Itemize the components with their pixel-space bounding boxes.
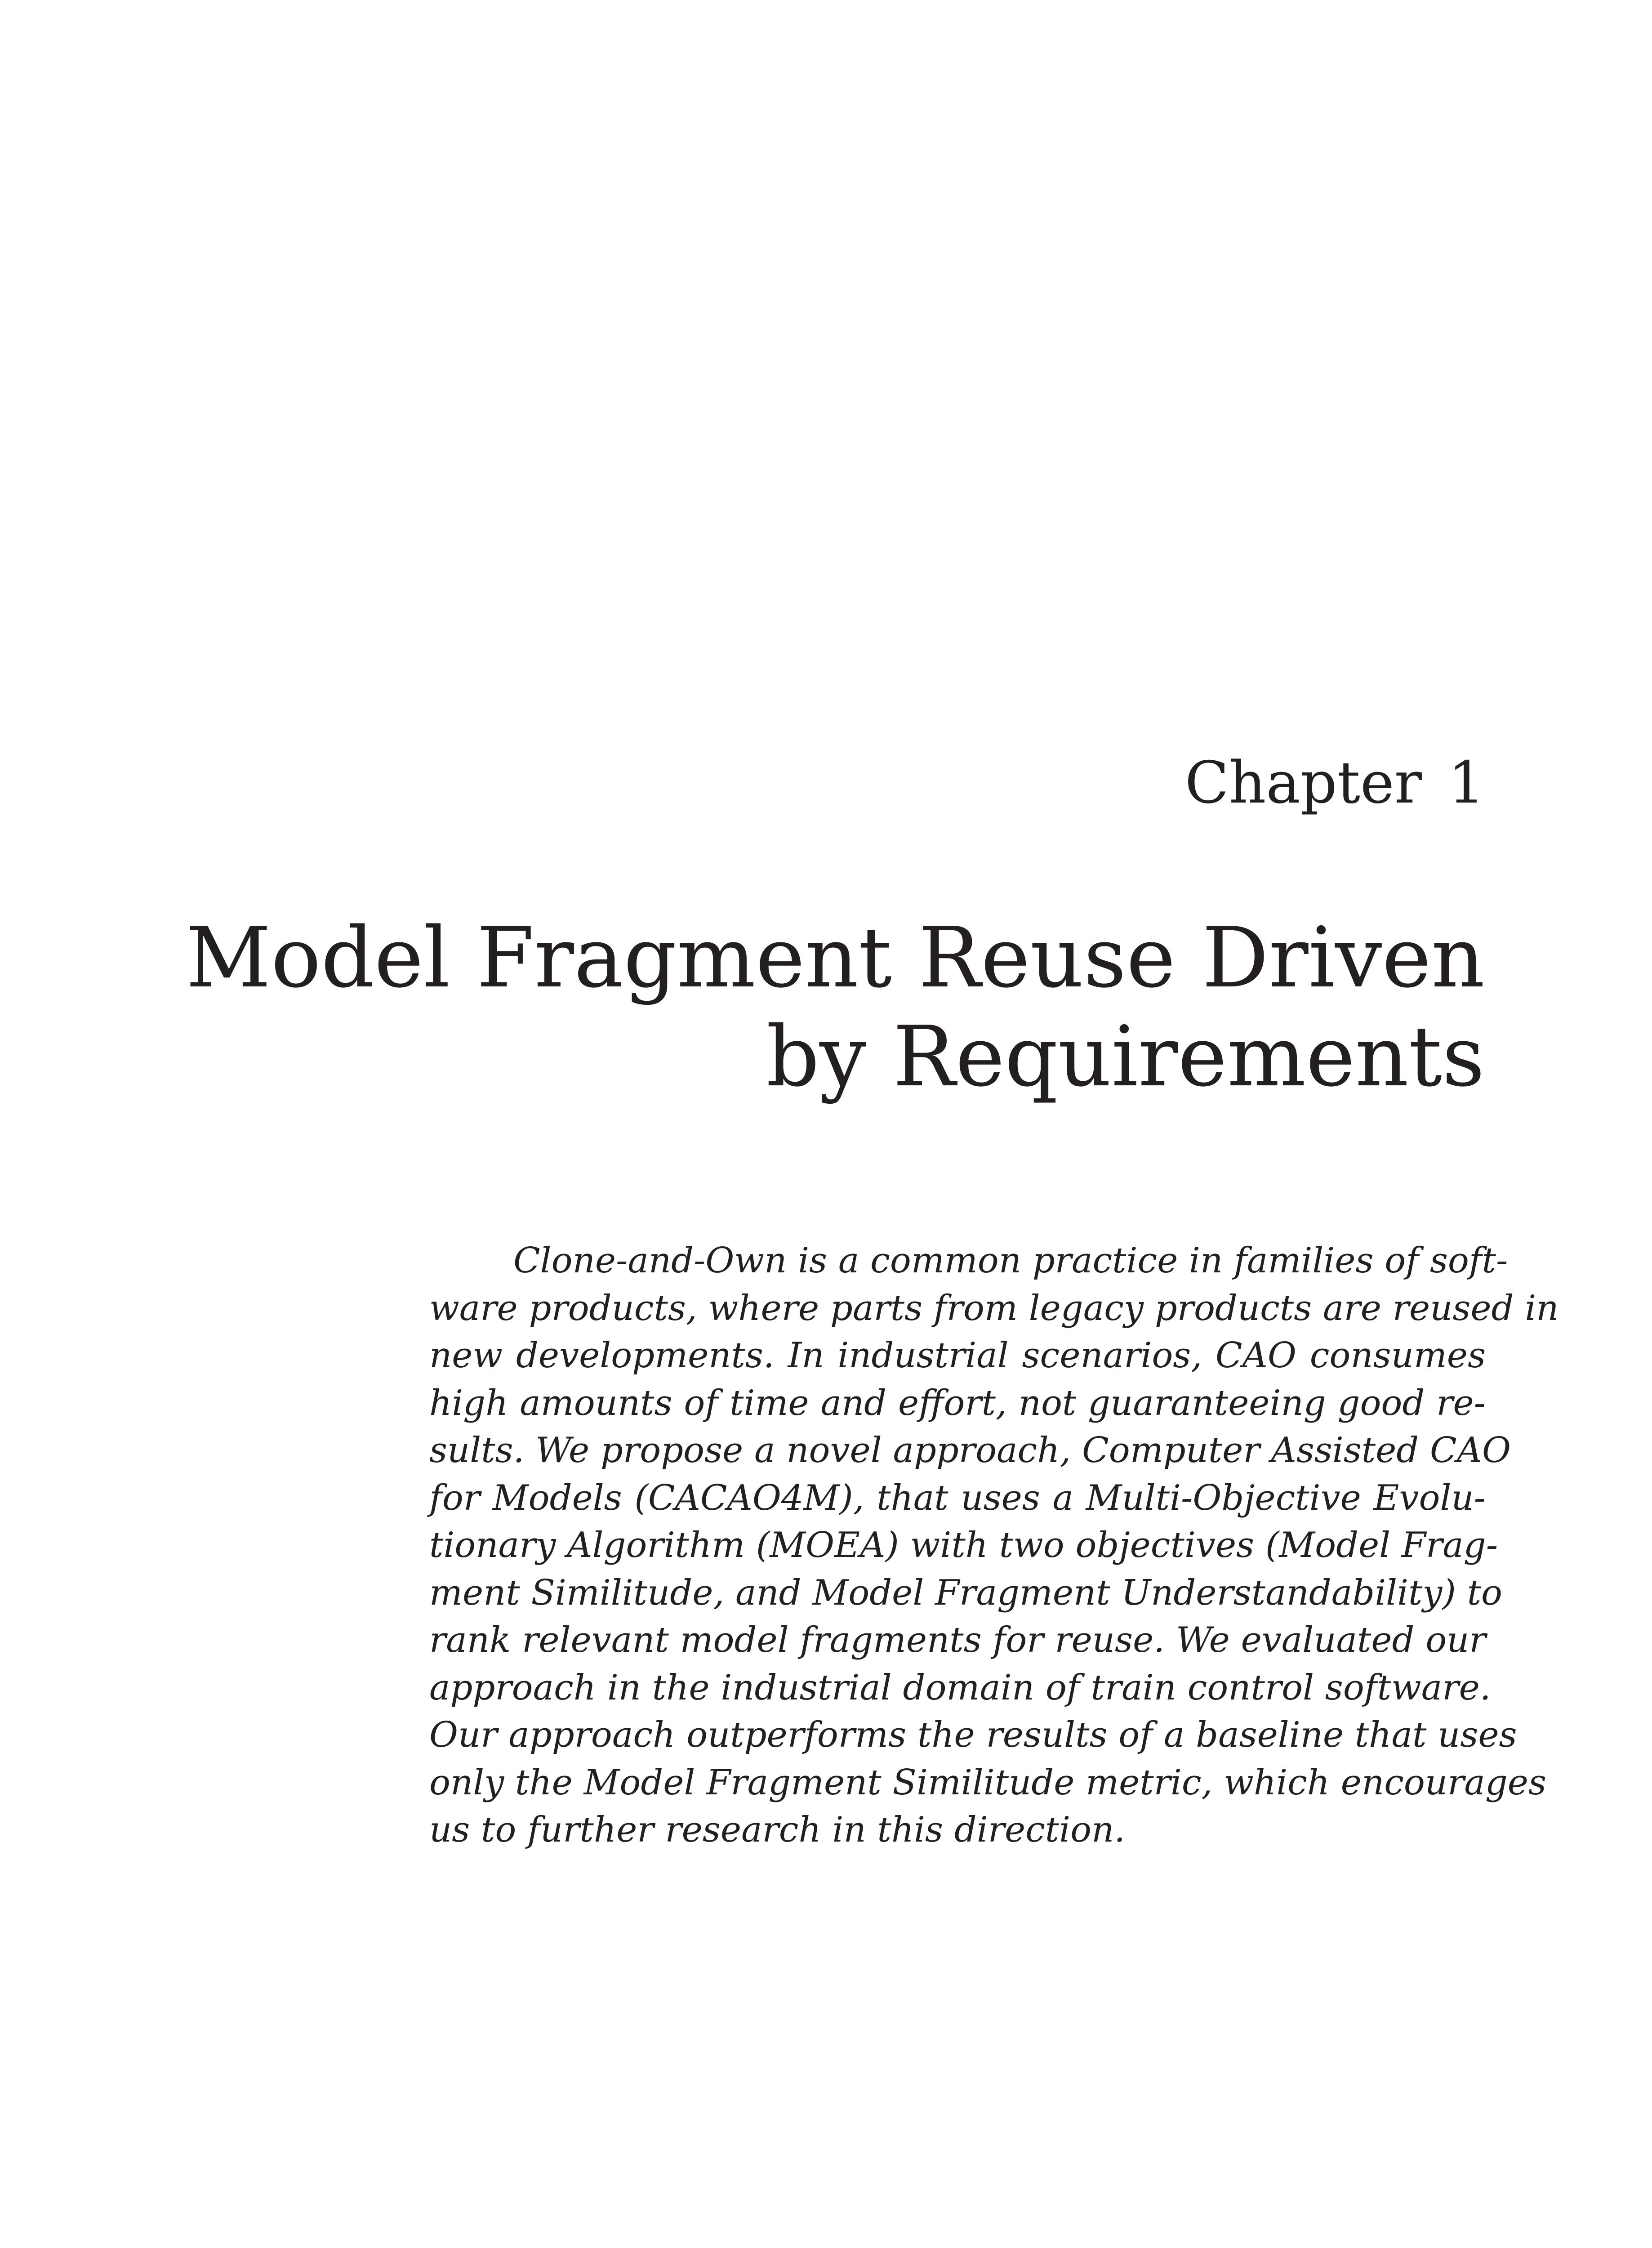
abstract-line: ment Similitude, and Model Fragment Understandability) to — [429, 1572, 1502, 1613]
chapter-title-line: Model Fragment Reuse Driven — [186, 909, 1485, 1006]
abstract-line: us to further research in this direction. — [429, 1810, 1126, 1850]
abstract-line: high amounts of time and effort, not guaranteeing good re- — [429, 1383, 1486, 1423]
abstract-line: tionary Algorithm (MOEA) with two objectives (Model Frag- — [429, 1525, 1498, 1566]
chapter-title — [181, 908, 1485, 1106]
abstract-line: sults. We propose a novel approach, Computer Assisted CAO — [429, 1430, 1511, 1471]
abstract-line: new developments. In industrial scenarios, CAO consumes — [429, 1335, 1486, 1376]
abstract-line: ware products, where parts from legacy products are reused in — [429, 1288, 1559, 1329]
abstract-line: Our approach outperforms the results of a baseline that uses — [429, 1715, 1517, 1755]
abstract-line: rank relevant model fragments for reuse. We evaluated our — [429, 1620, 1486, 1660]
abstract-line: only the Model Fragment Similitude metric, which encourages — [429, 1762, 1546, 1803]
abstract-paragraph — [429, 1237, 1559, 1854]
chapter-label: Chapter 1 — [1184, 749, 1485, 816]
abstract-line: approach in the industrial domain of train control software. — [429, 1667, 1491, 1708]
abstract-line: Clone-and-Own is a common practice in families of soft- — [513, 1240, 1508, 1281]
abstract-line: for Models (CACAO4M), that uses a Multi-Objective Evolu- — [429, 1477, 1486, 1518]
chapter-title-line: by Requirements — [766, 1008, 1485, 1105]
